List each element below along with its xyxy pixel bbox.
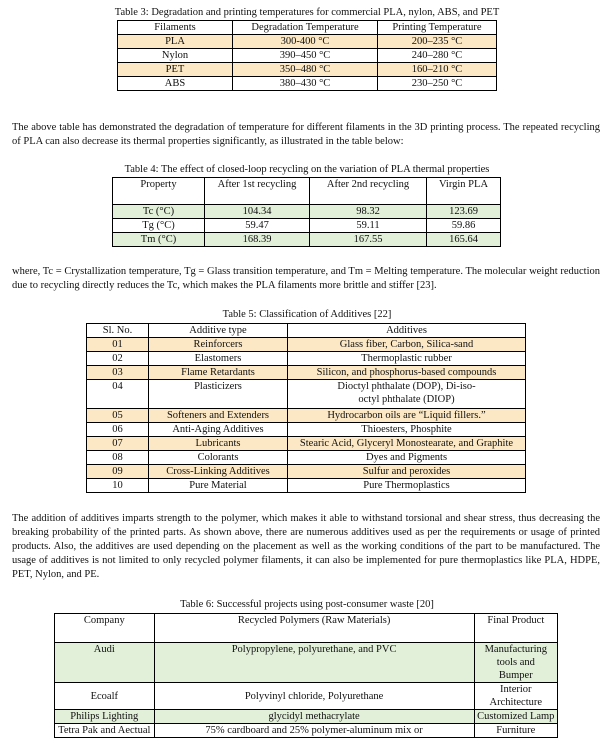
table4-cell: 123.69 — [427, 205, 501, 219]
table4-cell: Tg (°C) — [113, 219, 205, 233]
table4-cell: 59.86 — [427, 219, 501, 233]
table3 — [117, 20, 497, 91]
table5-cell: 07 — [87, 437, 149, 451]
table4 — [112, 177, 501, 247]
table5-cell: Glass fiber, Carbon, Silica-sand — [288, 338, 526, 352]
table4-header: Virgin PLA — [427, 178, 501, 205]
table5-row — [87, 352, 526, 366]
table5-cell: Sulfur and peroxides — [288, 465, 526, 479]
table5-cell: 06 — [87, 423, 149, 437]
table6-header-row — [55, 614, 558, 643]
table5-cell: Dyes and Pigments — [288, 451, 526, 465]
table3-cell: 380–430 °C — [233, 77, 378, 91]
table6-cell: Audi — [55, 643, 155, 683]
table6-caption: Table 6: Successful projects using post-consumer waste [20] — [180, 599, 434, 610]
table3-row — [118, 49, 497, 63]
table5-cell: Softeners and Extenders — [149, 409, 288, 423]
table5-header: Sl. No. — [87, 324, 149, 338]
table4-cell: 165.64 — [427, 233, 501, 247]
table6-cell: Manufacturing tools and Bumper — [474, 643, 557, 683]
table5-cell: Lubricants — [149, 437, 288, 451]
table5-cell: Flame Retardants — [149, 366, 288, 380]
table3-cell: PET — [118, 63, 233, 77]
table4-header: After 2nd recycling — [310, 178, 427, 205]
table3-cell: 160–210 °C — [378, 63, 497, 77]
table3-cell: 390–450 °C — [233, 49, 378, 63]
table3-row — [118, 77, 497, 91]
table5-header: Additives — [288, 324, 526, 338]
table6-cell: Tetra Pak and Aectual — [55, 724, 155, 738]
table3-cell: 300-400 °C — [233, 35, 378, 49]
table5-row — [87, 451, 526, 465]
table5-row — [87, 479, 526, 493]
table6-cell: Polyvinyl chloride, Polyurethane — [154, 683, 474, 710]
table5-cell: Elastomers — [149, 352, 288, 366]
table5-cell: 02 — [87, 352, 149, 366]
table5-cell: Stearic Acid, Glyceryl Monostearate, and Graphite — [288, 437, 526, 451]
table5-cell: Plasticizers — [149, 380, 288, 409]
table3-cell: 240–280 °C — [378, 49, 497, 63]
table6-row — [55, 724, 558, 738]
table5-cell: Pure Thermoplastics — [288, 479, 526, 493]
table5-cell: 05 — [87, 409, 149, 423]
table3-header: Printing Temperature — [378, 21, 497, 35]
table3-cell: 230–250 °C — [378, 77, 497, 91]
table6-row — [55, 710, 558, 724]
table5-caption: Table 5: Classification of Additives [22] — [222, 309, 392, 320]
table3-cell: 200–235 °C — [378, 35, 497, 49]
table5-header: Additive type — [149, 324, 288, 338]
table6-row — [55, 643, 558, 683]
table4-header: After 1st recycling — [205, 178, 310, 205]
table3-caption: Table 3: Degradation and printing temperatures for commercial PLA, nylon, ABS, and PET — [114, 7, 500, 18]
table5-cell: Pure Material — [149, 479, 288, 493]
table6-cell: Furniture — [474, 724, 557, 738]
table4-cell: 59.11 — [310, 219, 427, 233]
table4-header-row — [113, 178, 501, 205]
table4-cell: 168.39 — [205, 233, 310, 247]
table3-row — [118, 35, 497, 49]
table6-cell: Philips Lighting — [55, 710, 155, 724]
table4-cell: 104.34 — [205, 205, 310, 219]
table6-row — [55, 683, 558, 710]
table5-cell: 03 — [87, 366, 149, 380]
table6-cell: 75% cardboard and 25% polymer-aluminum mix or — [154, 724, 474, 738]
table5-cell: Dioctyl phthalate (DOP), Di-iso-octyl phthalate (DIOP) — [288, 380, 526, 409]
table4-caption: Table 4: The effect of closed-loop recycling on the variation of PLA thermal properties — [124, 164, 490, 175]
table5-cell: Colorants — [149, 451, 288, 465]
table5-row — [87, 437, 526, 451]
table3-header: Degradation Temperature — [233, 21, 378, 35]
table5-cell: 08 — [87, 451, 149, 465]
table5-cell: Cross-Linking Additives — [149, 465, 288, 479]
table6 — [54, 613, 558, 738]
table4-cell: 98.32 — [310, 205, 427, 219]
table4-cell: Tm (°C) — [113, 233, 205, 247]
table3-header-row — [118, 21, 497, 35]
table5-cell: 09 — [87, 465, 149, 479]
table5-row — [87, 380, 526, 409]
table5-row — [87, 366, 526, 380]
table6-cell: Interior Architecture — [474, 683, 557, 710]
table4-header: Property — [113, 178, 205, 205]
table3-cell: 350–480 °C — [233, 63, 378, 77]
table4-row — [113, 219, 501, 233]
table5-row — [87, 338, 526, 352]
table5-cell: Hydrocarbon oils are “Liquid fillers.” — [288, 409, 526, 423]
paragraph-2: where, Tc = Crystallization temperature, Tg = Glass transition temperature, and Tm = Melting temperature. The molecular weight reduction due to recycling directly reduces the Tc, which makes the PLA filaments more brittle and stiffer [23]. — [12, 266, 600, 291]
table6-cell: glycidyl methacrylate — [154, 710, 474, 724]
table6-header: Final Product — [474, 614, 557, 643]
table5-cell: Silicon, and phosphorus-based compounds — [288, 366, 526, 380]
table4-row — [113, 205, 501, 219]
table3-row — [118, 63, 497, 77]
table5-cell: Thioesters, Phosphite — [288, 423, 526, 437]
table5-row — [87, 465, 526, 479]
table6-header: Recycled Polymers (Raw Materials) — [154, 614, 474, 643]
table5-row — [87, 423, 526, 437]
table6-header: Company — [55, 614, 155, 643]
table3-header: Filaments — [118, 21, 233, 35]
table3-cell: Nylon — [118, 49, 233, 63]
table6-cell: Customized Lamp — [474, 710, 557, 724]
table4-cell: Tc (°C) — [113, 205, 205, 219]
table5-cell: Reinforcers — [149, 338, 288, 352]
table5-header-row — [87, 324, 526, 338]
table6-cell: Polypropylene, polyurethane, and PVC — [154, 643, 474, 683]
table3-cell: PLA — [118, 35, 233, 49]
table6-cell: Ecoalf — [55, 683, 155, 710]
table5-cell: Anti-Aging Additives — [149, 423, 288, 437]
paragraph-3: The addition of additives imparts strength to the polymer, which makes it able to withstand torsional and shear stress, thus decreasing the breaking probability of the printed parts. As shown above, there are numerous additives used as per the requirements or usage of printed products. Also, the additives are used depending on the placement as well as the working conditions of the part to be manufactured. The usage of additives is not limited to only recycled polymer filaments, it can also be implemented for pure thermoplastics like PLA, HDPE, PET, Nylon, and PE. — [12, 513, 600, 580]
table3-cell: ABS — [118, 77, 233, 91]
table4-cell: 59.47 — [205, 219, 310, 233]
table5 — [86, 323, 526, 493]
table5-cell: 01 — [87, 338, 149, 352]
table4-cell: 167.55 — [310, 233, 427, 247]
table5-cell: Thermoplastic rubber — [288, 352, 526, 366]
table5-row — [87, 409, 526, 423]
table5-cell: 10 — [87, 479, 149, 493]
table4-row — [113, 233, 501, 247]
table5-cell: 04 — [87, 380, 149, 409]
paragraph-1: The above table has demonstrated the degradation of temperature for different filaments in the 3D printing process. The repeated recycling of PLA can also decrease its thermal properties significantly, as illustrated in the table below: — [12, 122, 600, 147]
